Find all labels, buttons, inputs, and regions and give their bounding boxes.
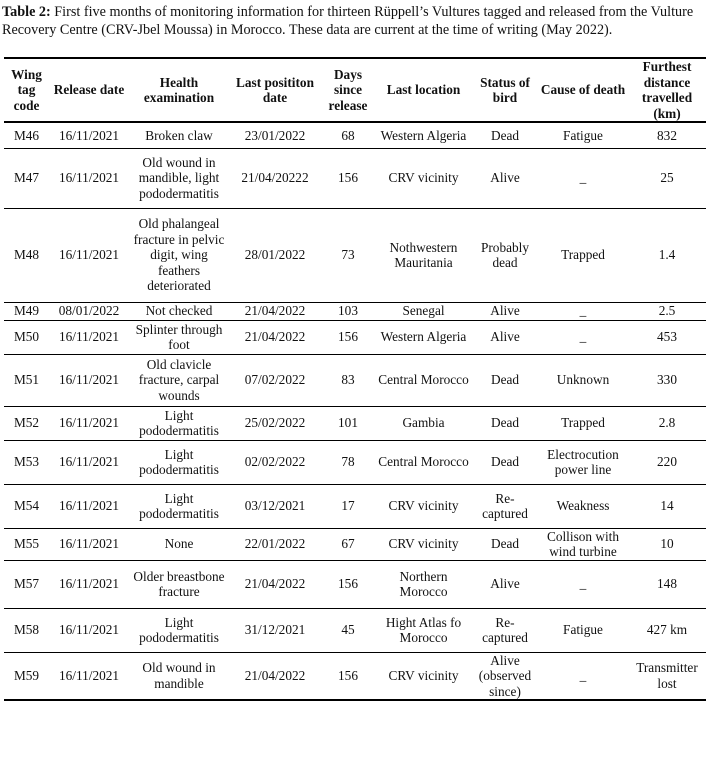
table-cell: 16/11/2021 xyxy=(49,528,129,560)
table-cell: 16/11/2021 xyxy=(49,320,129,354)
table-cell: Western Algeria xyxy=(375,122,472,148)
table-cell: Northern Morocco xyxy=(375,560,472,608)
table-cell: Trapped xyxy=(538,406,628,440)
table-cell: 21/04/2022 xyxy=(229,320,321,354)
header-cell: Health examination xyxy=(129,58,229,122)
table-cell: _ xyxy=(538,652,628,700)
table-cell: 103 xyxy=(321,302,375,320)
table-cell: Gambia xyxy=(375,406,472,440)
table-cell: 22/01/2022 xyxy=(229,528,321,560)
table-cell: Fatigue xyxy=(538,122,628,148)
table-cell: 1.4 xyxy=(628,208,706,302)
table-cell: 21/04/20222 xyxy=(229,148,321,208)
table-cell: 16/11/2021 xyxy=(49,208,129,302)
table-cell: Electrocution power line xyxy=(538,440,628,484)
table-cell: 101 xyxy=(321,406,375,440)
table-cell: 45 xyxy=(321,608,375,652)
table-cell: Dead xyxy=(472,440,538,484)
table-cell: 156 xyxy=(321,148,375,208)
caption-text: First five months of monitoring information for thirteen Rüppell’s Vultures tagged and released from the Vulture Recovery Centre (CRV-Jbel Moussa) in Morocco. These data are current at the time of writing (May 2022). xyxy=(2,4,694,38)
table-cell: M54 xyxy=(4,484,49,528)
table-cell: 25/02/2022 xyxy=(229,406,321,440)
caption-label: Table 2: xyxy=(2,4,51,20)
table-cell: 03/12/2021 xyxy=(229,484,321,528)
table-cell: Dead xyxy=(472,528,538,560)
table-cell: Broken claw xyxy=(129,122,229,148)
table-cell: M57 xyxy=(4,560,49,608)
table-cell: Trapped xyxy=(538,208,628,302)
table-cell: Old clavicle fracture, carpal wounds xyxy=(129,354,229,406)
table-cell: Alive xyxy=(472,320,538,354)
table-cell: 220 xyxy=(628,440,706,484)
table-cell: 832 xyxy=(628,122,706,148)
table-cell: 78 xyxy=(321,440,375,484)
table-cell: 16/11/2021 xyxy=(49,148,129,208)
header-cell: Wing tag code xyxy=(4,58,49,122)
table-cell: M50 xyxy=(4,320,49,354)
table-cell: 07/02/2022 xyxy=(229,354,321,406)
header-row xyxy=(4,58,706,122)
table-cell: 330 xyxy=(628,354,706,406)
table-cell: 16/11/2021 xyxy=(49,560,129,608)
table-cell: 17 xyxy=(321,484,375,528)
table-cell: Weakness xyxy=(538,484,628,528)
table-cell: 16/11/2021 xyxy=(49,440,129,484)
table-cell: Central Morocco xyxy=(375,440,472,484)
table-cell: _ xyxy=(538,320,628,354)
table-cell: Alive xyxy=(472,302,538,320)
table-cell: 2.5 xyxy=(628,302,706,320)
table-cell: M59 xyxy=(4,652,49,700)
table-cell: 16/11/2021 xyxy=(49,608,129,652)
table-cell: M48 xyxy=(4,208,49,302)
table-cell: Light pododermatitis xyxy=(129,484,229,528)
table-cell: 14 xyxy=(628,484,706,528)
table-cell: 73 xyxy=(321,208,375,302)
table-cell: _ xyxy=(538,302,628,320)
table-cell: 16/11/2021 xyxy=(49,484,129,528)
table-cell: Western Algeria xyxy=(375,320,472,354)
table-cell: 08/01/2022 xyxy=(49,302,129,320)
table-cell: Splinter through foot xyxy=(129,320,229,354)
table-cell: Nothwestern Mauritania xyxy=(375,208,472,302)
table-cell: Dead xyxy=(472,122,538,148)
table-cell: _ xyxy=(538,148,628,208)
table-row xyxy=(4,354,706,406)
table-cell: 21/04/2022 xyxy=(229,560,321,608)
table-row xyxy=(4,148,706,208)
table-cell: M51 xyxy=(4,354,49,406)
table-row xyxy=(4,122,706,148)
table-row xyxy=(4,302,706,320)
table-row xyxy=(4,560,706,608)
header-cell: Furthest distance travelled (km) xyxy=(628,58,706,122)
table-cell: 16/11/2021 xyxy=(49,652,129,700)
table-cell: Collison with wind turbine xyxy=(538,528,628,560)
table-cell: 427 km xyxy=(628,608,706,652)
table-cell: 31/12/2021 xyxy=(229,608,321,652)
table-cell: Transmitter lost xyxy=(628,652,706,700)
table-cell: Probably dead xyxy=(472,208,538,302)
table-cell: Re-captured xyxy=(472,484,538,528)
table-cell: 25 xyxy=(628,148,706,208)
table-cell: 68 xyxy=(321,122,375,148)
table-cell: Senegal xyxy=(375,302,472,320)
header-cell: Status of bird xyxy=(472,58,538,122)
table-cell: 28/01/2022 xyxy=(229,208,321,302)
table-cell: 156 xyxy=(321,320,375,354)
table-cell: Hight Atlas fo Morocco xyxy=(375,608,472,652)
table-cell: M55 xyxy=(4,528,49,560)
header-cell: Release date xyxy=(49,58,129,122)
table-cell: Light pododermatitis xyxy=(129,406,229,440)
table-cell: Not checked xyxy=(129,302,229,320)
table-cell: Alive (observed since) xyxy=(472,652,538,700)
table-cell: 23/01/2022 xyxy=(229,122,321,148)
table-cell: M53 xyxy=(4,440,49,484)
table-cell: Old wound in mandible xyxy=(129,652,229,700)
table-cell: 453 xyxy=(628,320,706,354)
table-row xyxy=(4,208,706,302)
table-row xyxy=(4,652,706,700)
header-cell: Days since release xyxy=(321,58,375,122)
header-cell: Last posititon date xyxy=(229,58,321,122)
table-cell: Light pododermatitis xyxy=(129,608,229,652)
vulture-monitoring-table xyxy=(4,57,706,701)
table-cell: Central Morocco xyxy=(375,354,472,406)
table-row xyxy=(4,608,706,652)
table-row xyxy=(4,528,706,560)
table-cell: 83 xyxy=(321,354,375,406)
table-cell: 67 xyxy=(321,528,375,560)
table-cell: Light pododermatitis xyxy=(129,440,229,484)
table-row xyxy=(4,406,706,440)
table-cell: M49 xyxy=(4,302,49,320)
table-cell: 10 xyxy=(628,528,706,560)
table-cell: 156 xyxy=(321,560,375,608)
table-cell: Dead xyxy=(472,354,538,406)
table-cell: CRV vicinity xyxy=(375,652,472,700)
table-cell: Dead xyxy=(472,406,538,440)
table-row xyxy=(4,484,706,528)
table-row xyxy=(4,440,706,484)
table-cell: _ xyxy=(538,560,628,608)
table-body xyxy=(4,122,706,700)
table-cell: Older breastbone fracture xyxy=(129,560,229,608)
table-caption xyxy=(2,3,706,39)
table-cell: Old phalangeal fracture in pelvic digit, wing feathers deteriorated xyxy=(129,208,229,302)
header-cell: Last location xyxy=(375,58,472,122)
table-cell: 16/11/2021 xyxy=(49,122,129,148)
table-cell: None xyxy=(129,528,229,560)
table-cell: CRV vicinity xyxy=(375,484,472,528)
table-cell: 16/11/2021 xyxy=(49,406,129,440)
table-cell: 2.8 xyxy=(628,406,706,440)
table-cell: Alive xyxy=(472,560,538,608)
table-cell: CRV vicinity xyxy=(375,148,472,208)
table-cell: Fatigue xyxy=(538,608,628,652)
table-cell: 21/04/2022 xyxy=(229,652,321,700)
table-cell: CRV vicinity xyxy=(375,528,472,560)
table-cell: 156 xyxy=(321,652,375,700)
table-row xyxy=(4,320,706,354)
table-cell: M47 xyxy=(4,148,49,208)
table-cell: Re-captured xyxy=(472,608,538,652)
header-cell: Cause of death xyxy=(538,58,628,122)
table-cell: M46 xyxy=(4,122,49,148)
table-cell: Old wound in mandible, light pododermatitis xyxy=(129,148,229,208)
table-cell: 148 xyxy=(628,560,706,608)
table-cell: 02/02/2022 xyxy=(229,440,321,484)
table-cell: Unknown xyxy=(538,354,628,406)
table-cell: M58 xyxy=(4,608,49,652)
table-header xyxy=(4,58,706,122)
table-cell: 16/11/2021 xyxy=(49,354,129,406)
table-cell: M52 xyxy=(4,406,49,440)
table-cell: Alive xyxy=(472,148,538,208)
table-cell: 21/04/2022 xyxy=(229,302,321,320)
